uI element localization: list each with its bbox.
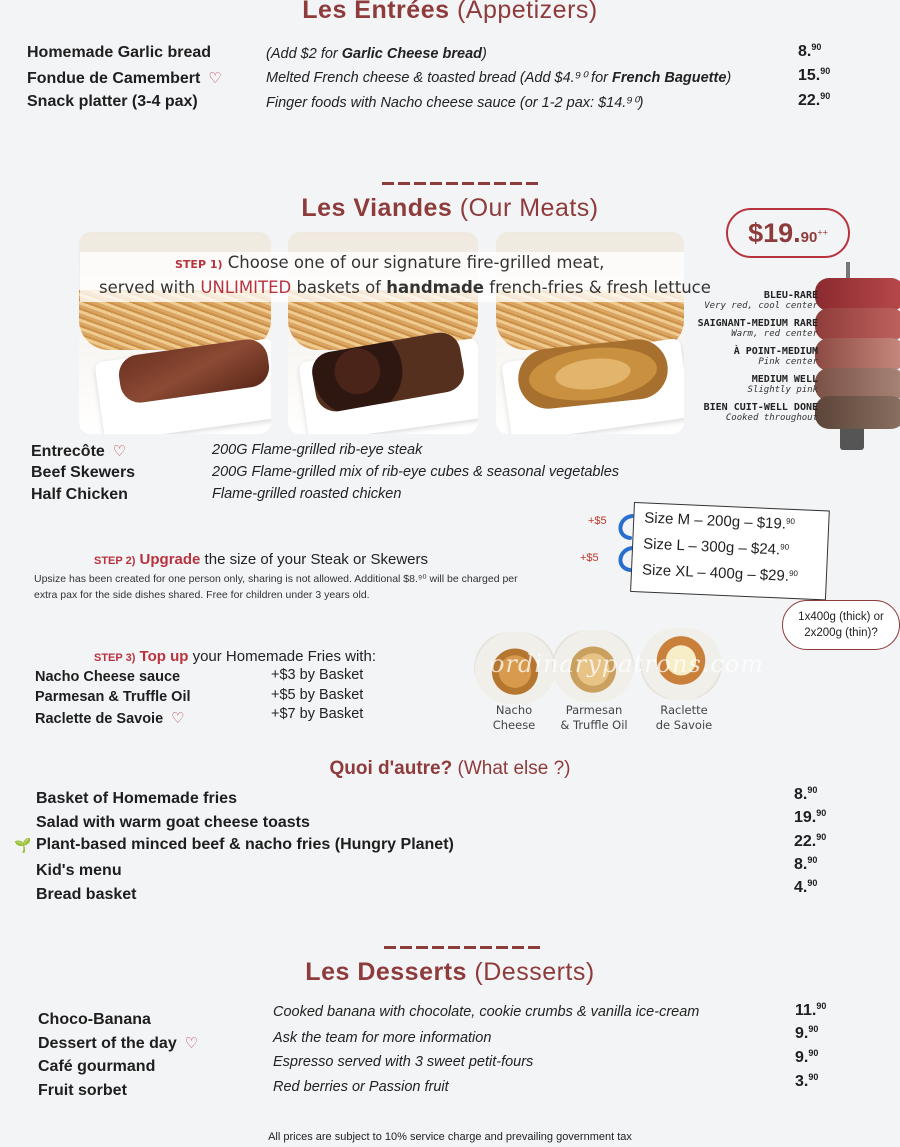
- dessert-desc: Red berries or Passion fruit: [273, 1079, 449, 1095]
- extra-price: 8.90: [794, 785, 818, 803]
- dessert-name: Choco-Banana: [38, 1011, 151, 1028]
- entree-price: 15.90: [798, 66, 831, 84]
- step3-title: STEP 3) Top up your Homemade Fries with:: [94, 648, 376, 665]
- size-box: [630, 502, 830, 600]
- dessert-desc: Cooked banana with chocolate, cookie crumbs & vanilla ice-cream: [273, 1004, 700, 1020]
- dessert-price: 9.90: [795, 1048, 819, 1066]
- entree-price: 8.90: [798, 42, 822, 60]
- dessert-name: Café gourmand: [38, 1058, 156, 1075]
- upsize-plus: +$5: [588, 515, 607, 527]
- size-option: Size M – 200g – $19.90: [643, 509, 796, 533]
- doneness-swatch: [815, 396, 900, 429]
- desserts-title: Les Desserts (Desserts): [305, 958, 595, 986]
- meat-desc: 200G Flame-grilled rib-eye steak: [212, 442, 423, 458]
- meat-name: Entrecôte ♡: [31, 443, 127, 460]
- extra-price: 4.90: [794, 878, 818, 896]
- extra-price: 8.90: [794, 855, 818, 873]
- topup-price: +$3 by Basket: [271, 667, 364, 683]
- heart-icon: ♡: [184, 1035, 199, 1052]
- doneness-label: À POINT-MEDIUM Pink center: [733, 346, 818, 367]
- watermark: ordinarypatrons.com: [490, 650, 765, 678]
- entree-name: Snack platter (3-4 pax): [27, 93, 198, 110]
- entree-desc: Finger foods with Nacho cheese sauce (or 1-2 pax: $14.⁹⁰): [266, 95, 644, 111]
- price-badge: $19.90++: [726, 208, 850, 258]
- entree-name: Homemade Garlic bread: [27, 44, 212, 61]
- viandes-title: Les Viandes (Our Meats): [301, 194, 599, 222]
- heart-icon: ♡: [208, 70, 222, 87]
- section-divider: [384, 946, 540, 949]
- entree-desc: (Add $2 for Garlic Cheese bread): [266, 46, 487, 62]
- topup-name: Raclette de Savoie ♡: [35, 710, 185, 727]
- footer-note: All prices are subject to 10% service charge and prevailing government tax: [268, 1131, 632, 1143]
- dessert-name: Dessert of the day ♡: [38, 1035, 199, 1052]
- entree-price: 22.90: [798, 91, 831, 109]
- entree-name: Fondue de Camembert ♡: [27, 70, 222, 87]
- topup-price: +$7 by Basket: [271, 706, 364, 722]
- size-option: Size L – 300g – $24.90: [642, 535, 790, 559]
- topup-name: Parmesan & Truffle Oil: [35, 689, 191, 705]
- heart-icon: ♡: [171, 710, 185, 727]
- doneness-label: MEDIUM WELL Slightly pink: [747, 374, 818, 395]
- topup-name: Nacho Cheese sauce: [35, 669, 181, 685]
- dessert-price: 11.90: [795, 1001, 827, 1019]
- section-divider: [382, 182, 538, 185]
- size-option: Size XL – 400g – $29.90: [641, 561, 799, 585]
- meat-desc: 200G Flame-grilled mix of rib-eye cubes & seasonal vegetables: [212, 464, 620, 480]
- fries-caption: Nacho Cheese: [492, 703, 536, 732]
- extra-name: Salad with warm goat cheese toasts: [36, 814, 310, 831]
- extra-name: Plant-based minced beef & nacho fries (Hungry Planet): [36, 836, 454, 853]
- size-question-cloud: 1x400g (thick) or 2x200g (thin)?: [782, 600, 900, 650]
- extra-price: 19.90: [794, 808, 827, 826]
- fries-caption: Parmesan & Truffle Oil: [560, 703, 628, 732]
- entrees-title: Les Entrées (Appetizers): [302, 0, 598, 24]
- doneness-swatch: [815, 278, 900, 311]
- quoi-title: Quoi d'autre? (What else ?): [329, 758, 571, 779]
- extra-price: 22.90: [794, 832, 827, 850]
- dessert-price: 3.90: [795, 1072, 819, 1090]
- fries-caption: Raclette de Savoie: [655, 703, 713, 732]
- dessert-name: Fruit sorbet: [38, 1082, 127, 1099]
- extra-name: Kid's menu: [36, 862, 122, 879]
- extra-name: Basket of Homemade fries: [36, 790, 237, 807]
- doneness-label: BIEN CUIT-WELL DONE Cooked throughout: [703, 402, 818, 423]
- extra-name: Bread basket: [36, 886, 137, 903]
- meat-name: Beef Skewers: [31, 464, 136, 481]
- meat-name: Half Chicken: [31, 486, 128, 503]
- step2-note: Upsize has been created for one person only, sharing is not allowed. Additional $8.⁹⁰ will be charged per extra pax for the side dishes shared. Free for children under 3 years old.: [34, 573, 518, 601]
- doneness-label: BLEU-RARE Very red, cool center: [704, 290, 818, 311]
- meat-desc: Flame-grilled roasted chicken: [212, 486, 402, 502]
- doneness-label: SAIGNANT-MEDIUM RARE Warm, red center: [697, 318, 818, 339]
- upsize-plus: +$5: [580, 552, 599, 564]
- dessert-price: 9.90: [795, 1024, 819, 1042]
- doneness-swatch: [815, 338, 900, 371]
- dessert-desc: Espresso served with 3 sweet petit-fours: [273, 1054, 534, 1070]
- step2-title: STEP 2) Upgrade the size of your Steak or Skewers: [94, 551, 428, 568]
- step1-line2: served with UNLIMITED baskets of handmade french-fries & fresh lettuce: [99, 278, 711, 297]
- heart-icon: ♡: [112, 443, 127, 460]
- entree-desc: Melted French cheese & toasted bread (Add $4.⁹⁰ for French Baguette): [266, 70, 732, 86]
- plant-leaf-icon: 🌱: [14, 838, 32, 854]
- doneness-swatch: [815, 308, 900, 341]
- dessert-desc: Ask the team for more information: [273, 1030, 492, 1046]
- step1-line1: STEP 1) Choose one of our signature fire-grilled meat,: [175, 253, 605, 272]
- topup-price: +$5 by Basket: [271, 687, 364, 703]
